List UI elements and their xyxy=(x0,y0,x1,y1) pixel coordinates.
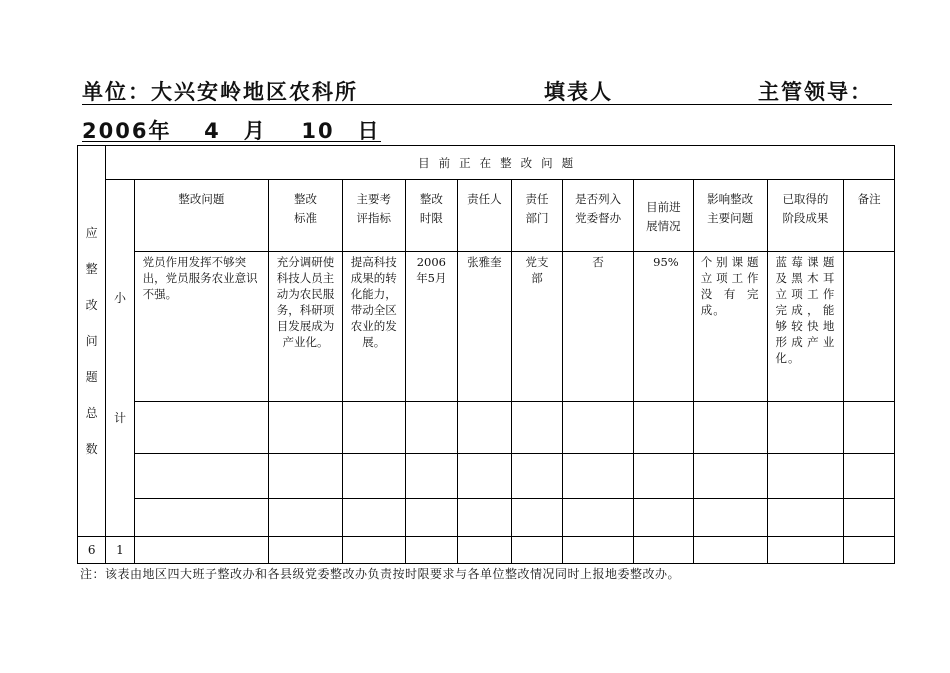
date-year: 2006年 xyxy=(82,119,172,143)
row1-progress: 95% xyxy=(634,252,694,402)
table-row xyxy=(78,454,895,499)
header-issues: 影响整改 主要问题 xyxy=(693,180,767,252)
unit-label: 单位：大兴安岭地区农科所 xyxy=(82,80,358,104)
rectification-table xyxy=(77,145,895,564)
header-remark: 备注 xyxy=(844,180,895,252)
header-responsible: 责任人 xyxy=(458,180,512,252)
header-date xyxy=(82,115,381,142)
table-row xyxy=(78,402,895,454)
header-standard: 整改 标准 xyxy=(269,180,343,252)
subtotal-count: 1 xyxy=(106,537,134,564)
header-deadline: 整改 时限 xyxy=(405,180,458,252)
row1-standard: 充分调研使科技人员主动为农民服务，科研项目发展成为产业化。 xyxy=(269,252,343,402)
total-problems-label-cell xyxy=(78,146,106,537)
total-problems-label: 应 整 改 问 题 总 数 xyxy=(85,226,98,456)
row1-indicator: 提高科技成果的转化能力，带动全区农业的发展。 xyxy=(342,252,405,402)
row1-department: 党支部 xyxy=(511,252,563,402)
header-progress: 目前进 展情况 xyxy=(634,180,694,252)
row1-responsible: 张雅奎 xyxy=(458,252,512,402)
date-month: 4 月 xyxy=(204,119,267,143)
header-achieved: 已取得的 阶段成果 xyxy=(767,180,844,252)
header-supervised: 是否列入 党委督办 xyxy=(563,180,634,252)
filler-label: 填表人 xyxy=(544,80,613,104)
row1-remark xyxy=(844,252,895,402)
row1-supervised: 否 xyxy=(563,252,634,402)
header-line-1 xyxy=(82,76,892,105)
row1-deadline: 2006年5月 xyxy=(405,252,458,402)
header-problem: 整改问题 xyxy=(134,180,268,252)
row1-problem: 党员作用发挥不够突出，党员服务农业意识不强。 xyxy=(134,252,268,402)
row1-issues: 个别课题立项工作没有完成。 xyxy=(693,252,767,402)
section-title: 目前正在整改问题 xyxy=(106,146,895,180)
totals-row xyxy=(78,537,895,564)
subtotal-label-cell xyxy=(106,180,134,537)
table-row xyxy=(78,499,895,537)
leader-label: 主管领导： xyxy=(758,80,873,104)
subtotal-label: 小 计 xyxy=(113,291,126,425)
header-indicator: 主要考 评指标 xyxy=(342,180,405,252)
header-department: 责任 部门 xyxy=(511,180,563,252)
footnote: 注：该表由地区四大班子整改办和各县级党委整改办负责按时限要求与各单位整改情况同时上报地委整改办。 xyxy=(80,567,681,581)
table-row xyxy=(78,252,895,402)
row1-achieved: 蓝莓课题及黑木耳立项工作完成，能够较快地形成产业化。 xyxy=(767,252,844,402)
total-count: 6 xyxy=(78,537,106,564)
date-day: 10 日 xyxy=(301,119,381,143)
